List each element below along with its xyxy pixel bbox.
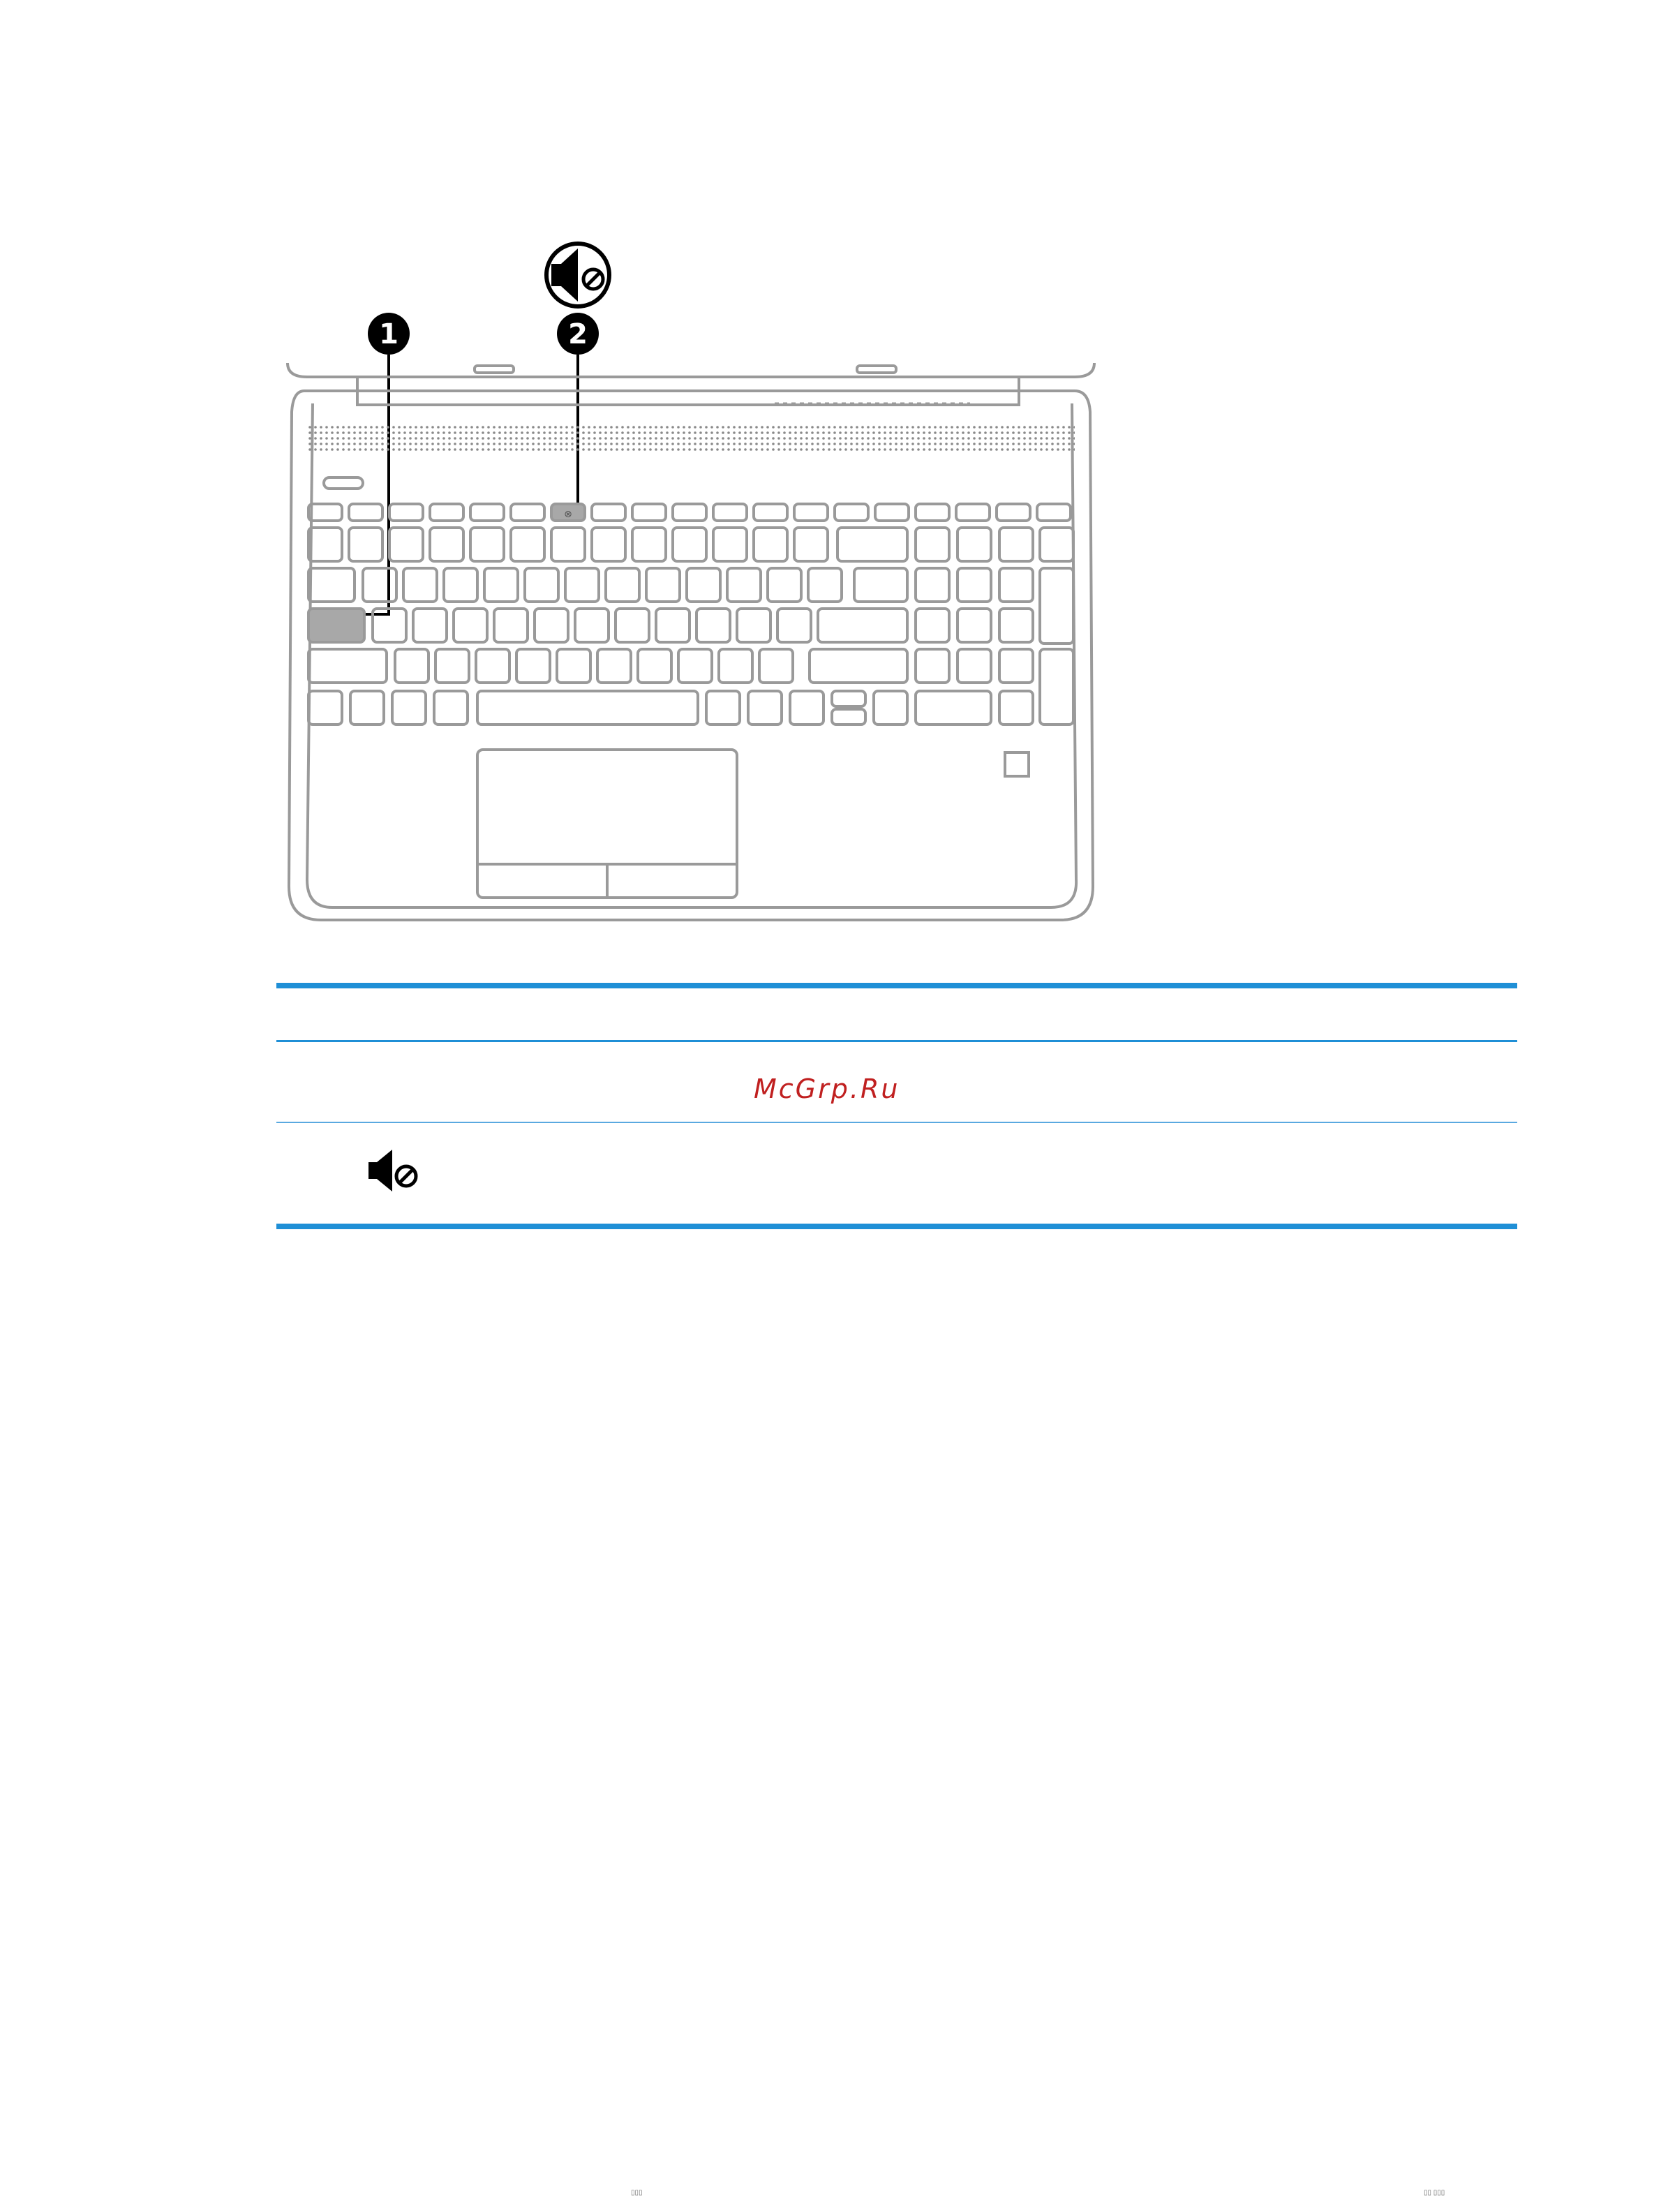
numpad-zero-key [916,691,991,725]
key [606,568,639,602]
key [470,528,504,561]
win-key [392,691,426,725]
callout-2 [557,313,599,511]
function-key [713,504,747,521]
alt-gr-key [706,691,740,725]
laptop-keyboard-figure [0,0,1661,977]
key [646,568,680,602]
power-button [324,477,363,489]
right-shift-key [810,649,907,683]
function-key [916,504,949,521]
function-key [349,504,382,521]
key [454,609,487,642]
function-key [470,504,504,521]
function-key [632,504,666,521]
callout-2-number: 2 [568,318,588,350]
alt-key [434,691,468,725]
table-row-divider [276,1122,1517,1123]
key [575,609,609,642]
function-key [308,504,342,521]
key [673,528,706,561]
function-key [956,504,990,521]
key [403,568,437,602]
key [308,528,342,561]
touchpad [477,750,737,898]
function-key [511,504,544,521]
enter-key [818,609,907,642]
footer-mark-left: ▯▯▯ [631,2189,643,2197]
key [511,528,544,561]
key [638,649,671,683]
right-arrow-key [874,691,907,725]
key [916,568,949,602]
key [958,568,991,602]
key [525,568,558,602]
key [435,649,469,683]
left-arrow-key [790,691,824,725]
table-rule-bottom [276,1224,1517,1229]
left-shift-key [308,649,387,683]
speaker-mute-icon [367,1148,424,1193]
key [958,649,991,683]
keyboard [308,504,1073,725]
backslash-key [854,568,907,602]
function-key [794,504,828,521]
key [430,528,463,561]
function-key [673,504,706,521]
up-arrow-key [832,691,865,706]
mute-key-icon: ⊗ [564,509,572,520]
key [535,609,568,642]
key [656,609,690,642]
key [413,609,447,642]
function-key [389,504,423,521]
caps-lock-key [308,609,364,642]
key [349,528,382,561]
function-key [592,504,625,521]
key [999,568,1033,602]
key [363,568,396,602]
backspace-key [837,528,907,561]
function-key [1037,504,1071,521]
function-key [997,504,1030,521]
function-key [875,504,909,521]
key [808,568,842,602]
key [999,609,1033,642]
mute-icon-top [546,244,609,306]
key [632,528,666,561]
key [616,609,649,642]
key [727,568,761,602]
function-key [430,504,463,521]
ctrl-key [350,691,384,725]
speaker-grille [307,426,1075,454]
key [494,609,528,642]
footer-mark-right: ▯▯ ▯▯▯ [1424,2189,1445,2197]
numpad-dot-key [999,691,1033,725]
key [759,649,793,683]
tab-key [308,568,355,602]
key [768,568,801,602]
down-arrow-key [832,709,865,725]
key [713,528,747,561]
key [754,528,787,561]
key [916,528,949,561]
function-key [835,504,868,521]
key [551,528,585,561]
callout-1-number: 1 [379,318,399,350]
key [916,609,949,642]
key [444,568,477,602]
key [1040,528,1073,561]
key [958,609,991,642]
key [476,649,509,683]
key [777,609,811,642]
space-key [477,691,698,725]
key [678,649,712,683]
key [516,649,550,683]
table-rule-header [276,1040,1517,1042]
key [389,528,423,561]
table-rule-top [276,983,1517,988]
key [697,609,730,642]
fingerprint-reader [1005,752,1029,776]
key [484,568,518,602]
key [557,649,590,683]
key [916,649,949,683]
key [999,649,1033,683]
watermark: McGrp.Ru [754,1074,900,1104]
key [592,528,625,561]
ctrl-right-key [748,691,782,725]
numpad-plus-key [1040,568,1073,644]
key [565,568,599,602]
key [999,528,1033,561]
numpad-enter-key [1040,649,1073,725]
fn-key [308,691,342,725]
key [794,528,828,561]
key [687,568,720,602]
function-key [754,504,787,521]
key [958,528,991,561]
key [597,649,631,683]
key [395,649,429,683]
key [737,609,770,642]
key [719,649,752,683]
